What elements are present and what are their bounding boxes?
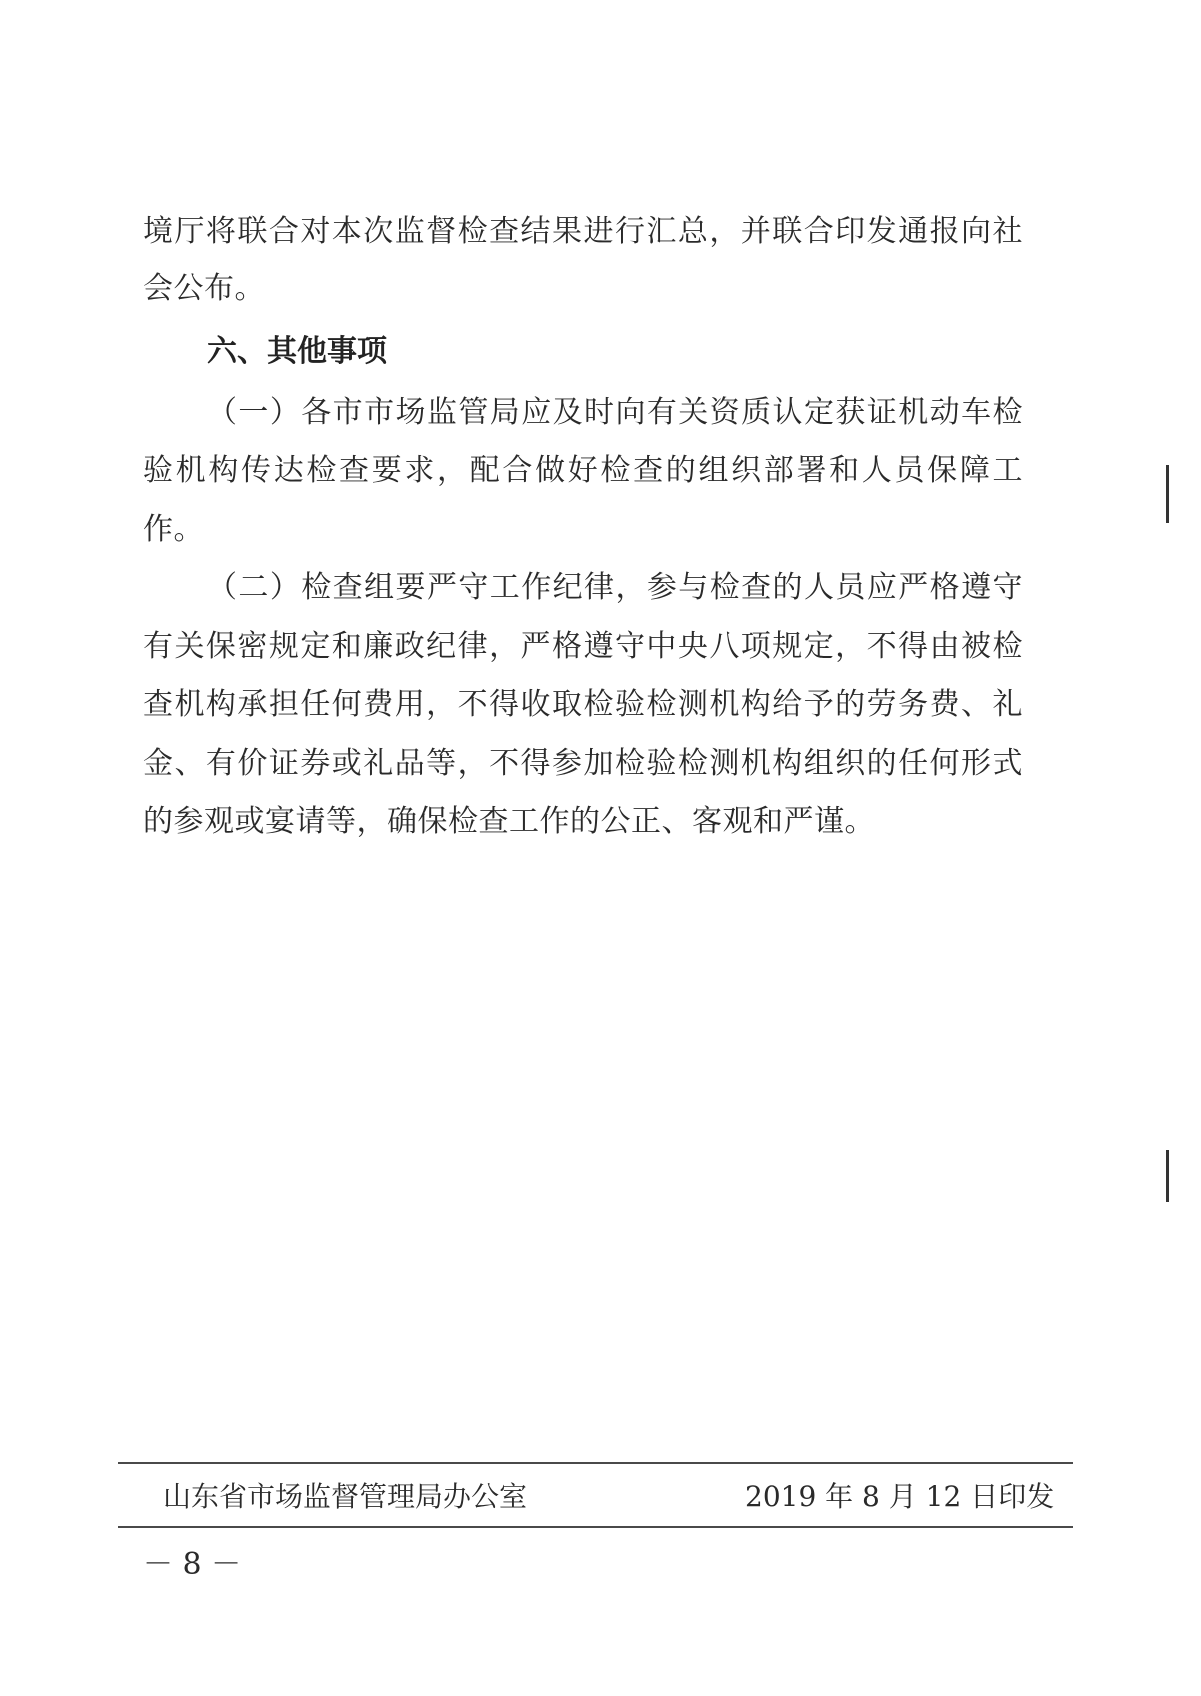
- paragraph-2-line-1: （二）检查组要严守工作纪律，参与检查的人员应严格遵守: [207, 570, 1023, 605]
- footer-top-rule: [118, 1462, 1073, 1464]
- paragraph-1-line-2: 验机构传达检查要求，配合做好检查的组织部署和人员保障工: [143, 453, 1023, 488]
- paragraph-1-line-1: （一）各市市场监管局应及时向有关资质认定获证机动车检: [207, 395, 1023, 430]
- paragraph-2-line-3: 查机构承担任何费用，不得收取检验检测机构给予的劳务费、礼: [143, 687, 1023, 722]
- body-line-1: 境厅将联合对本次监督检查结果进行汇总，并联合印发通报向社: [143, 214, 1023, 249]
- paragraph-2-line-4: 金、有价证券或礼品等，不得参加检验检测机构组织的任何形式: [143, 746, 1023, 781]
- scan-edge-mark: [1166, 465, 1169, 523]
- paragraph-1-line-3: 作。: [143, 512, 204, 547]
- paragraph-2-line-5: 的参观或宴请等，确保检查工作的公正、客观和严谨。: [143, 804, 875, 839]
- issuing-office: 山东省市场监督管理局办公室: [163, 1480, 528, 1513]
- scan-edge-mark: [1166, 1150, 1169, 1202]
- footer-bottom-rule: [118, 1526, 1073, 1528]
- body-line-2: 会公布。: [143, 271, 265, 306]
- page-number: － 8 －: [143, 1547, 242, 1582]
- issue-date: 2019 年 8 月 12 日印发: [745, 1480, 1055, 1513]
- section-heading: 六、其他事项: [207, 334, 387, 369]
- paragraph-2-line-2: 有关保密规定和廉政纪律，严格遵守中央八项规定，不得由被检: [143, 629, 1023, 664]
